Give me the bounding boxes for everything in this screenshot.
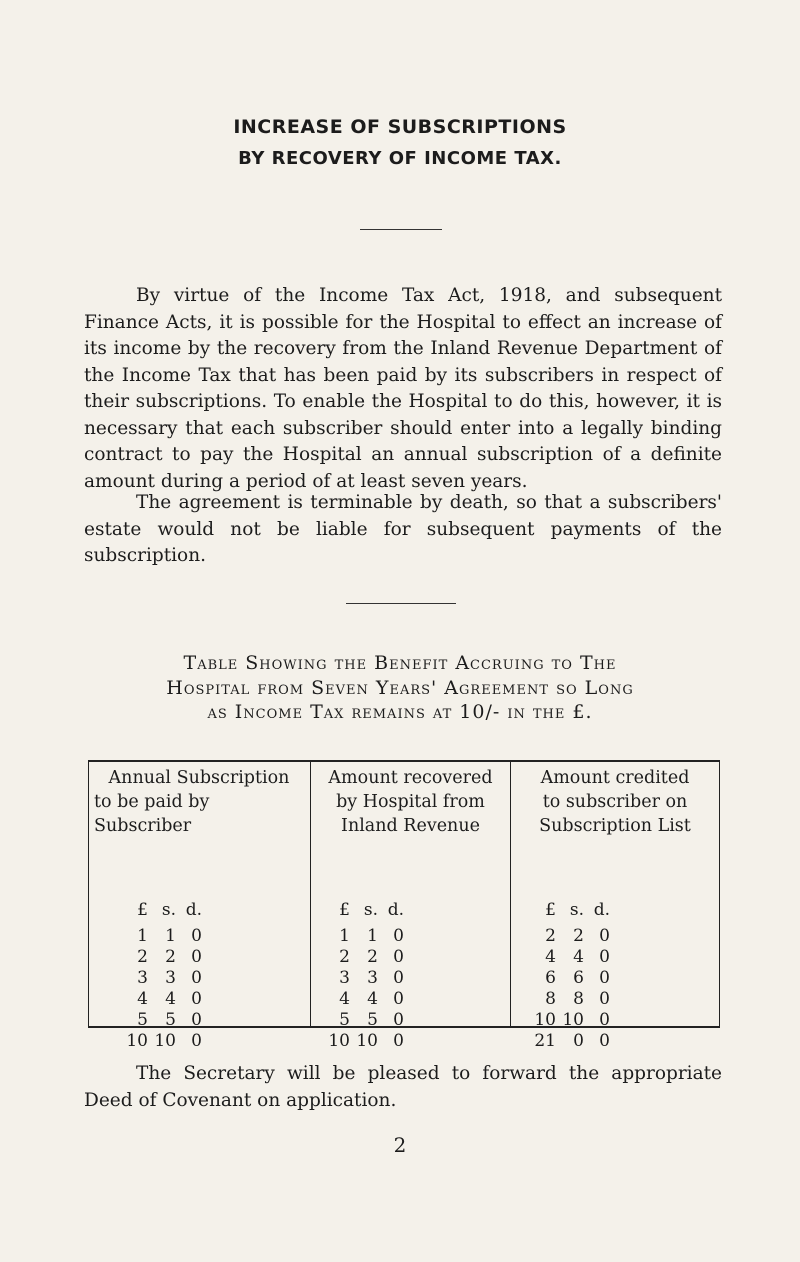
unit-heading: d. bbox=[593, 900, 610, 920]
table-cell: 4 bbox=[339, 989, 350, 1009]
table-cell: 1 bbox=[367, 926, 378, 946]
paragraph-agreement bbox=[84, 490, 722, 570]
paragraph-intro-text: By virtue of the Income Tax Act, 1918, and subsequent Finance Acts, it is possible for the Hospital to effect an increase of its income by the recovery from the Inland Revenue Department of the Income Tax that has been paid by its subscribers in respect of their subscriptions. To enable the Hospital to do this, however, it is necessary that each subscriber should enter into a legally binding contract to pay the Hospital an annual subscription of a definite amount during a period of at least seven years. bbox=[84, 285, 722, 492]
table-cell: 10 bbox=[154, 1031, 176, 1051]
column-header-line: to be paid by bbox=[94, 792, 210, 812]
table-cell: 0 bbox=[191, 926, 202, 946]
table-cell: 5 bbox=[339, 1010, 350, 1030]
table-cell: 10 bbox=[356, 1031, 378, 1051]
paragraph-intro bbox=[84, 283, 722, 495]
table-cell: 3 bbox=[339, 968, 350, 988]
table-cell: 0 bbox=[599, 1031, 610, 1051]
column-header-annual-subscription bbox=[88, 766, 310, 838]
divider-top bbox=[360, 229, 442, 230]
table-cell: 21 bbox=[534, 1031, 556, 1051]
table-cell: 4 bbox=[165, 989, 176, 1009]
table-right-rule bbox=[719, 760, 720, 1028]
table-cell: 0 bbox=[599, 1010, 610, 1030]
table-cell: 3 bbox=[137, 968, 148, 988]
column-header-line: Subscriber bbox=[94, 816, 192, 836]
column-header-amount-credited bbox=[511, 766, 719, 838]
table-cell: 3 bbox=[165, 968, 176, 988]
table-cell: 6 bbox=[573, 968, 584, 988]
paragraph-agreement-text: The agreement is terminable by death, so that a subscribers' estate would not be liable for subsequent payments of the subscription. bbox=[84, 492, 722, 566]
table-cell: 5 bbox=[165, 1010, 176, 1030]
table-cell: 0 bbox=[393, 989, 404, 1009]
table-cell: 10 bbox=[562, 1010, 584, 1030]
table-cell: 0 bbox=[393, 968, 404, 988]
table-cell: 4 bbox=[573, 947, 584, 967]
table-cell: 0 bbox=[191, 989, 202, 1009]
table-cell: 0 bbox=[393, 947, 404, 967]
benefit-table bbox=[88, 760, 720, 1051]
table-cell: 4 bbox=[545, 947, 556, 967]
table-cell: 8 bbox=[573, 989, 584, 1009]
divider-middle bbox=[346, 603, 456, 604]
table-top-rule bbox=[88, 760, 720, 762]
unit-heading: £ bbox=[545, 900, 556, 920]
unit-heading: s. bbox=[363, 900, 378, 920]
unit-heading: s. bbox=[161, 900, 176, 920]
table-cell: 0 bbox=[599, 968, 610, 988]
table-cell: 6 bbox=[545, 968, 556, 988]
table-cell: 2 bbox=[367, 947, 378, 967]
column-header-line: Amount recovered bbox=[328, 768, 493, 788]
column-header-line: to subscriber on bbox=[542, 792, 688, 812]
table-cell: 1 bbox=[339, 926, 350, 946]
table-caption-line-2: Hospital from Seven Years' Agreement so Long bbox=[166, 677, 634, 699]
table-cell: 0 bbox=[599, 947, 610, 967]
table-cell: 2 bbox=[545, 926, 556, 946]
table-cell: 1 bbox=[137, 926, 148, 946]
table-cell: 0 bbox=[191, 968, 202, 988]
paragraph-closing bbox=[84, 1061, 722, 1114]
table-caption-line-1: Table Showing the Benefit Accruing to The bbox=[183, 652, 617, 674]
table-cell: 10 bbox=[126, 1031, 148, 1051]
column-header-line: Inland Revenue bbox=[341, 816, 480, 836]
table-cell: 10 bbox=[328, 1031, 350, 1051]
unit-heading: d. bbox=[185, 900, 202, 920]
table-cell: 4 bbox=[137, 989, 148, 1009]
heading-line-2: BY RECOVERY OF INCOME TAX. bbox=[238, 148, 562, 169]
table-cell: 10 bbox=[534, 1010, 556, 1030]
table-cell: 0 bbox=[599, 989, 610, 1009]
table-cell: 2 bbox=[137, 947, 148, 967]
column-header-line: Annual Subscription bbox=[108, 768, 290, 788]
table-cell: 1 bbox=[165, 926, 176, 946]
table-cell: 8 bbox=[545, 989, 556, 1009]
page-number: 2 bbox=[393, 1133, 407, 1157]
table-cell: 0 bbox=[191, 1010, 202, 1030]
column-header-line: by Hospital from bbox=[336, 792, 485, 812]
table-cell: 0 bbox=[393, 1031, 404, 1051]
table-cell: 0 bbox=[191, 1031, 202, 1051]
table-cell: 0 bbox=[599, 926, 610, 946]
heading-line-1: INCREASE OF SUBSCRIPTIONS bbox=[233, 116, 567, 138]
table-cell: 2 bbox=[165, 947, 176, 967]
column-header-line: Subscription List bbox=[539, 816, 691, 836]
table-cell: 0 bbox=[393, 926, 404, 946]
table-cell: 2 bbox=[573, 926, 584, 946]
table-cell: 2 bbox=[339, 947, 350, 967]
column-header-line: Amount credited bbox=[540, 768, 690, 788]
table-cell: 5 bbox=[367, 1010, 378, 1030]
unit-heading: s. bbox=[569, 900, 584, 920]
table-cell: 0 bbox=[573, 1031, 584, 1051]
unit-heading: £ bbox=[137, 900, 148, 920]
table-cell: 5 bbox=[137, 1010, 148, 1030]
table-cell: 3 bbox=[367, 968, 378, 988]
paragraph-closing-text: The Secretary will be pleased to forward the appropriate Deed of Covenant on application. bbox=[84, 1063, 722, 1111]
table-cell: 0 bbox=[393, 1010, 404, 1030]
unit-heading: d. bbox=[387, 900, 404, 920]
column-header-amount-recovered bbox=[311, 766, 510, 838]
table-caption-line-3: as Income Tax remains at 10/- in the £. bbox=[207, 701, 593, 723]
table-cell: 4 bbox=[367, 989, 378, 1009]
unit-heading: £ bbox=[339, 900, 350, 920]
table-cell: 0 bbox=[191, 947, 202, 967]
